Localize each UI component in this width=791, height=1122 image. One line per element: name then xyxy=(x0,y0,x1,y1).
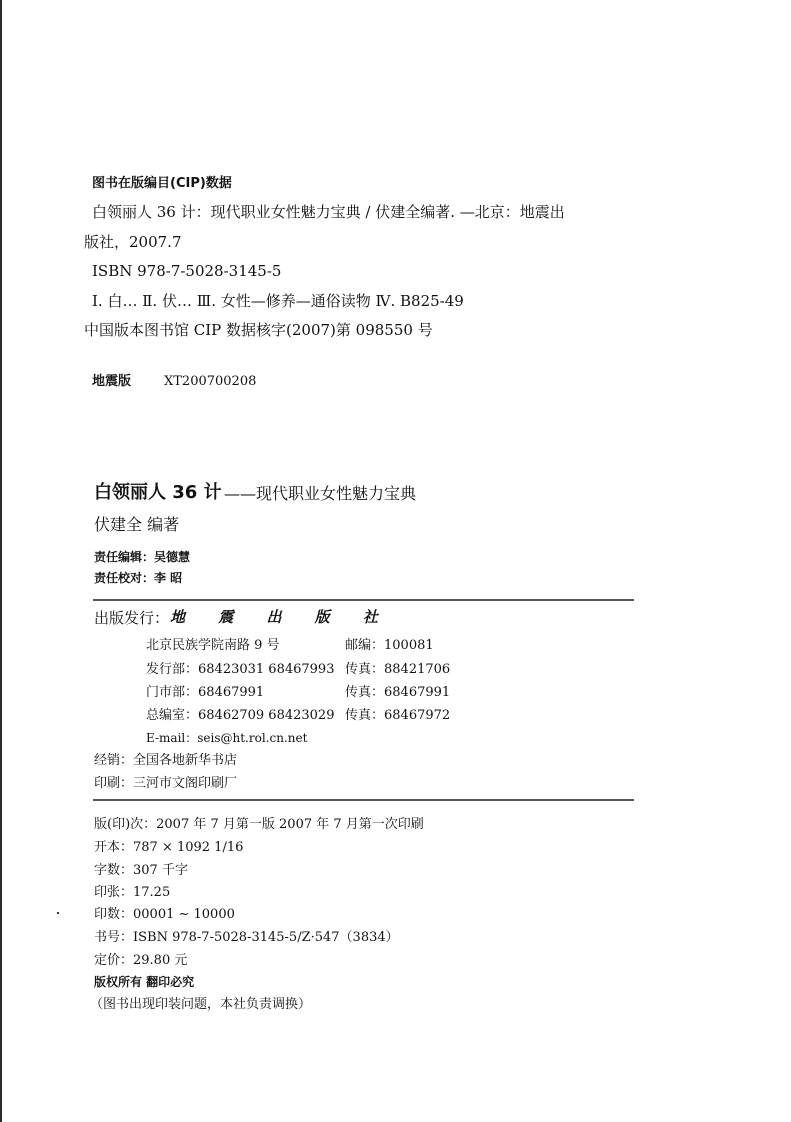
editorial-office-phone: 总编室：68462709 68423029 xyxy=(146,708,335,723)
cip-isbn: ISBN 978-7-5028-3145-5 xyxy=(92,262,282,280)
cip-subjects: Ⅰ. 白… Ⅱ. 伏… Ⅲ. 女性—修养—通俗读物 Ⅳ. B825-49 xyxy=(92,292,464,310)
distributor: 经销：全国各地新华书店 xyxy=(94,753,238,768)
book-title-sub: ——现代职业女性魅力宝典 xyxy=(224,484,417,503)
word-count: 字数：307 千字 xyxy=(94,863,188,878)
retail-dept-phone: 门市部：68467991 xyxy=(146,685,265,700)
copyright-notice: 版权所有 翻印必究 xyxy=(94,975,195,989)
cip-line-2: 版社，2007.7 xyxy=(84,233,182,251)
divider-bottom xyxy=(93,799,634,801)
price: 定价：29.80 元 xyxy=(94,953,188,968)
sales-dept-fax: 传真：88421706 xyxy=(345,662,451,677)
publisher-name: 地 震 出 版 社 xyxy=(170,608,392,626)
book-editor: 责任编辑：吴德慧 xyxy=(94,550,191,564)
edition-printing: 版(印)次：2007 年 7 月第一版 2007 年 7 月第一次印刷 xyxy=(94,817,424,832)
printer: 印刷：三河市文阁印刷厂 xyxy=(94,776,238,791)
editorial-office-fax: 传真：68467972 xyxy=(345,708,451,723)
sales-dept-phone: 发行部：68423031 68467993 xyxy=(146,662,335,677)
cip-line-1: 白领丽人 36 计：现代职业女性魅力宝典 / 伏建全编著. —北京：地震出 xyxy=(92,203,565,221)
publisher-label: 出版发行： xyxy=(94,609,170,627)
divider-top xyxy=(93,599,634,601)
printed-sheets: 印张：17.25 xyxy=(94,885,171,900)
replacement-notice: （图书出现印装问题，本社负责调换） xyxy=(90,997,312,1012)
book-number: 书号：ISBN 978-7-5028-3145-5/Z·547（3834） xyxy=(94,930,399,945)
publisher-postcode: 邮编：100081 xyxy=(345,638,434,653)
cip-heading: 图书在版编目(CIP)数据 xyxy=(92,176,232,191)
format: 开本：787 × 1092 1/16 xyxy=(94,840,244,855)
stray-dot xyxy=(57,912,59,914)
print-run: 印数：00001 ~ 10000 xyxy=(94,907,235,922)
book-title-main: 白领丽人 36 计 xyxy=(94,482,222,503)
publisher-address: 北京民族学院南路 9 号 xyxy=(146,638,280,653)
edition-code-label: 地震版 xyxy=(92,374,132,389)
page-left-border xyxy=(0,0,2,1122)
publisher-email: E-mail：seis@ht.rol.cn.net xyxy=(146,731,308,745)
book-author: 伏建全 编著 xyxy=(94,515,180,534)
retail-dept-fax: 传真：68467991 xyxy=(345,685,451,700)
cip-number: 中国版本图书馆 CIP 数据核字(2007)第 098550 号 xyxy=(84,321,433,339)
book-proofreader: 责任校对：李 昭 xyxy=(94,571,183,585)
edition-code-value: XT200700208 xyxy=(164,374,257,389)
